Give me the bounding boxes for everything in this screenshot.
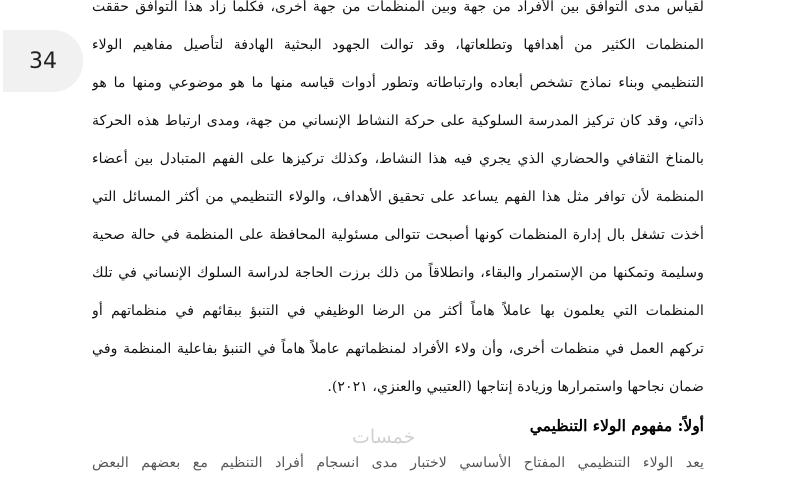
- paragraph-line: المنظمات الكثير من أهدافها وتطلعاتها، وقد توالت الجهود البحثية الهادفة لتأصيل مفاهيم الولاء: [92, 37, 704, 53]
- paragraph-line: المنظمات التي يعلمون بها عاملاً هاماً أكثر من الرضا الوظيفي في التنبؤ ببقائهم في منظماتهم أو: [92, 303, 704, 319]
- paragraph-line: ذاتي، وقد كان تركيز المدرسة السلوكية على حركة النشاط الإنساني من جهة، ومدى ارتباط هذه الحركة: [92, 113, 704, 129]
- paragraph-line: لقياس مدى التوافق بين الأفراد من جهة وبين المنظمات من جهة أخرى، فكلما زاد هذا التوافق حققت: [92, 0, 704, 15]
- watermark-logo: خمسات: [352, 426, 416, 448]
- document-body: [92, 0, 704, 482]
- page-number: 34: [29, 48, 57, 74]
- section-heading: أولاً: مفهوم الولاء التنظيمي: [529, 416, 704, 435]
- paragraph-line: بالمناخ الثقافي والحضاري الذي يجري فيه هذا النشاط، وكذلك تركيزها على الفهم المتبادل بين أعضاء: [92, 151, 704, 167]
- paragraph-line: التنظيمي وبناء نماذج تشخص أبعاده وارتباطاته وتطور أدوات قياسه منها ما هو موضوعي ومنها ما هو: [92, 75, 704, 91]
- paragraph-line: تركهم العمل في منظمات أخرى، وأن ولاء الأفراد لمنظماتهم عاملاً هاماً في التنبؤ بفاعلية المنظمة وفي: [92, 341, 704, 357]
- page-number-badge: [3, 30, 83, 92]
- paragraph-line: أخذت تشغل بال إدارة المنظمات كونها أصبحت تتوالى مسئولية المحافظة على المنظمة في حالة صحية: [92, 227, 704, 243]
- paragraph-line-partial: يعد الولاء التنظيمي المفتاح الأساسي لاختبار مدى انسجام أفراد التنظيم مع بعضهم البعض: [92, 455, 704, 471]
- paragraph-line: وسليمة وتمكنها من الإستمرار والبقاء، وانطلاقاً من ذلك برزت الحاجة لدراسة السلوك الإنساني في تلك: [92, 265, 704, 281]
- paragraph-line: المنظمة لأن توافر مثل هذا الفهم يساعد على تحقيق الأهداف، والولاء التنظيمي من أكثر المسائل التي: [92, 189, 704, 205]
- paragraph-line: ضمان نجاحها واستمرارها وزيادة إنتاجها (العتيبي والعنزي، ٢٠٢١).: [327, 379, 704, 395]
